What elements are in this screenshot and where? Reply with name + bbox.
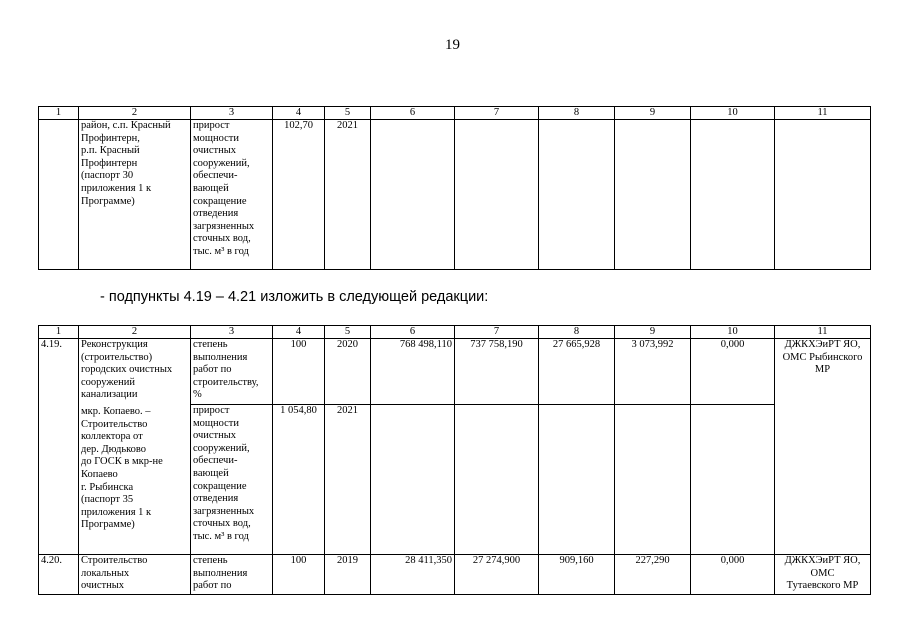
total-cell: 768 498,110: [371, 339, 455, 405]
header-cell: 7: [455, 326, 539, 339]
header-cell: 11: [775, 107, 871, 120]
object-name-cell: Строительство локальных очистных: [79, 555, 191, 595]
row-number-cell: 4.19.: [39, 339, 79, 555]
empty-cell: [691, 405, 775, 555]
empty-cell: [775, 120, 871, 270]
empty-cell: [371, 120, 455, 270]
header-cell: 6: [371, 326, 455, 339]
row-number-cell: [39, 120, 79, 270]
amendment-paragraph: - подпункты 4.19 – 4.21 изложить в следующей редакции:: [100, 289, 489, 305]
header-cell: 5: [325, 326, 371, 339]
empty-cell: [371, 405, 455, 555]
funding-cell: 0,000: [691, 339, 775, 405]
header-cell: 9: [615, 326, 691, 339]
funding-cell: 737 758,190: [455, 339, 539, 405]
object-name-cell: Реконструкция (строительство) городских очистных сооружений канализации мкр. Копаево. – Строительство коллектора от дер. Дюдьково до ГОСК в мкр-не Копаево г. Рыбинска (паспорт 35 приложения 1 к Программе): [79, 339, 191, 555]
year-cell: 2020: [325, 339, 371, 405]
header-cell: 2: [79, 326, 191, 339]
funding-cell: 27 665,928: [539, 339, 615, 405]
indicator-value-cell: 100: [273, 555, 325, 595]
header-cell: 4: [273, 107, 325, 120]
object-name-cell: район, с.п. Красный Профинтерн, р.п. Красный Профинтерн (паспорт 30 приложения 1 к Программе): [79, 120, 191, 270]
header-cell: 3: [191, 326, 273, 339]
empty-cell: [615, 120, 691, 270]
header-cell: 3: [191, 107, 273, 120]
empty-cell: [539, 405, 615, 555]
year-cell: 2021: [325, 120, 371, 270]
row-number-cell: 4.20.: [39, 555, 79, 595]
indicator-value-cell: 100: [273, 339, 325, 405]
executor-cell: ДЖКХЭиРТ ЯО, ОМС Рыбинского МР: [775, 339, 871, 555]
header-cell: 7: [455, 107, 539, 120]
funding-cell: 227,290: [615, 555, 691, 595]
table-row: [39, 120, 871, 270]
header-cell: 5: [325, 107, 371, 120]
empty-cell: [455, 120, 539, 270]
year-cell: 2021: [325, 405, 371, 555]
empty-cell: [691, 120, 775, 270]
indicator-value-cell: 102,70: [273, 120, 325, 270]
table-row: [39, 339, 871, 405]
page-number: 19: [445, 37, 460, 53]
header-cell: 9: [615, 107, 691, 120]
funding-cell: 909,160: [539, 555, 615, 595]
header-cell: 10: [691, 326, 775, 339]
indicator-cell: прирост мощности очистных сооружений, обеспечи- вающей сокращение отведения загрязненных сточных вод, тыс. м³ в год: [191, 120, 273, 270]
header-cell: 1: [39, 326, 79, 339]
table-header-row: [39, 326, 871, 339]
header-cell: 11: [775, 326, 871, 339]
funding-cell: 3 073,992: [615, 339, 691, 405]
header-cell: 6: [371, 107, 455, 120]
table-continuation: [38, 106, 871, 270]
indicator-value-cell: 1 054,80: [273, 405, 325, 555]
header-cell: 8: [539, 326, 615, 339]
table-header-row: [39, 107, 871, 120]
total-cell: 28 411,350: [371, 555, 455, 595]
table-amended: [38, 325, 871, 595]
indicator-cell: степень выполнения работ по строительству, %: [191, 339, 273, 405]
year-cell: 2019: [325, 555, 371, 595]
indicator-cell: степень выполнения работ по: [191, 555, 273, 595]
empty-cell: [615, 405, 691, 555]
header-cell: 4: [273, 326, 325, 339]
header-cell: 8: [539, 107, 615, 120]
empty-cell: [455, 405, 539, 555]
executor-cell: ДЖКХЭиРТ ЯО, ОМС Тутаевского МР: [775, 555, 871, 595]
empty-cell: [539, 120, 615, 270]
funding-cell: 0,000: [691, 555, 775, 595]
funding-cell: 27 274,900: [455, 555, 539, 595]
header-cell: 2: [79, 107, 191, 120]
table-row: [39, 555, 871, 595]
header-cell: 10: [691, 107, 775, 120]
indicator-cell: прирост мощности очистных сооружений, обеспечи- вающей сокращение отведения загрязненных сточных вод, тыс. м³ в год: [191, 405, 273, 555]
header-cell: 1: [39, 107, 79, 120]
